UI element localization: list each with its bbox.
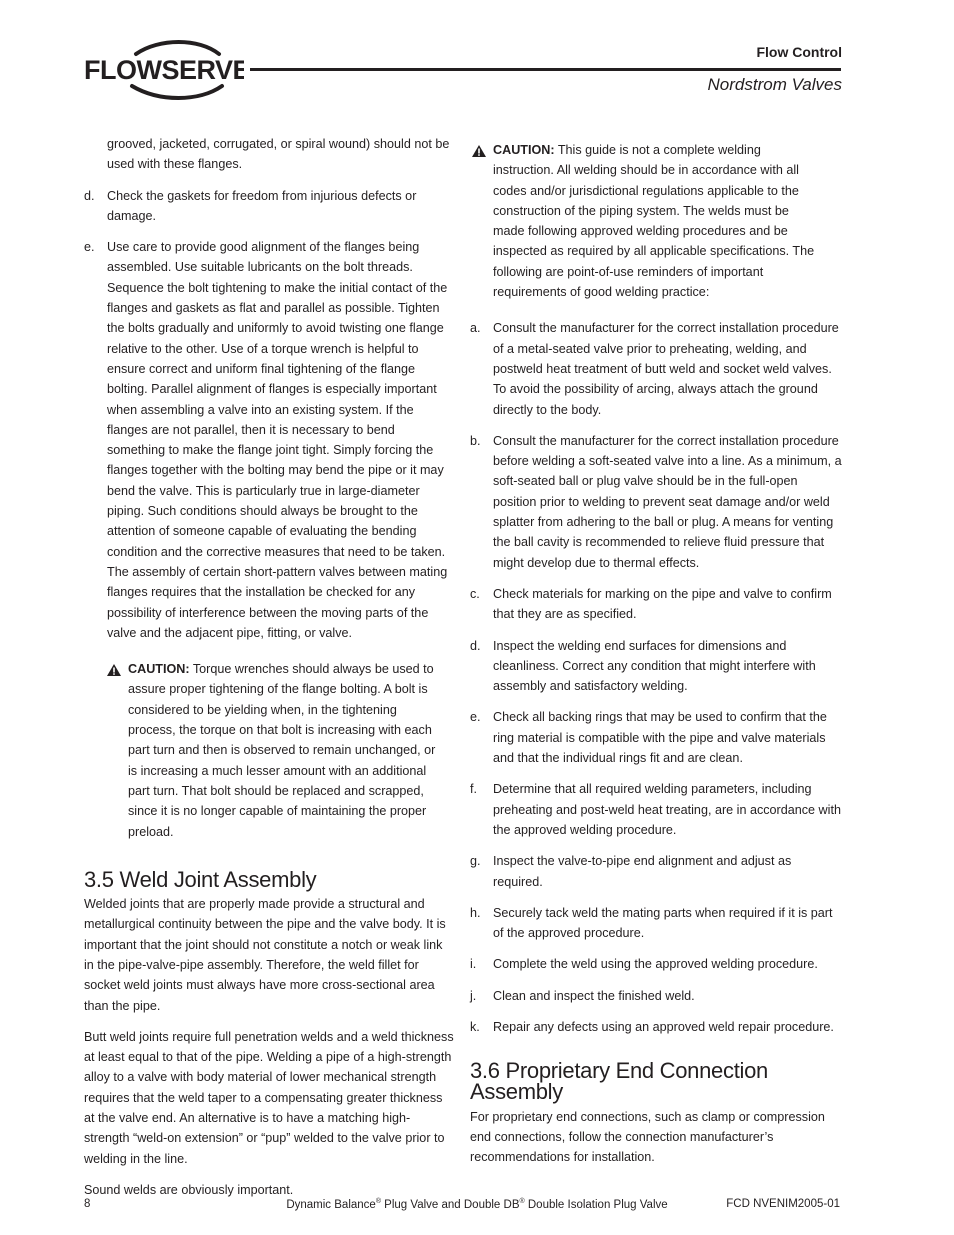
list-text: Check the gaskets for freedom from injurious defects or damage. xyxy=(107,188,417,223)
header-rule xyxy=(250,68,841,71)
page-number: 8 xyxy=(84,1198,91,1210)
list-item xyxy=(470,851,842,892)
doc-code: FCD NVENIM2005-01 xyxy=(726,1198,840,1210)
list-text: Inspect the valve-to-pipe end alignment and adjust as required. xyxy=(493,854,792,889)
list-item xyxy=(470,903,842,944)
paragraph: For proprietary end connections, such as clamp or compression end connections, follow the connection manufacturer’s recommendations for installation. xyxy=(470,1109,825,1165)
paragraph: Welded joints that are properly made provide a structural and metallurgical continuity between the pipe and the valve body. It is important that the joint should not constitute a notch or weak link in the pipe-valve-pipe assembly. Therefore, the weld fillet for socket weld joints must always have more cross-sectional area than the pipe. xyxy=(84,897,446,1013)
caution-label: CAUTION: xyxy=(128,662,190,677)
list-item xyxy=(470,431,842,573)
list-text: Inspect the welding end surfaces for dimensions and cleanliness. Correct any condition that might interfere with assembly and satisfactory welding. xyxy=(493,638,816,694)
list-label: j. xyxy=(470,988,477,1003)
list-text: Check all backing rings that may be used to confirm that the ring material is compatible with the pipe and valve materials and that the individual rings fit and are clean. xyxy=(493,710,827,766)
list-item xyxy=(84,186,454,227)
list-item xyxy=(470,707,842,768)
footer-title: Dynamic Balance® Plug Valve and Double DB® Double Isolation Plug Valve xyxy=(286,1198,668,1211)
list-label: e. xyxy=(470,710,481,725)
warning-icon xyxy=(107,662,121,682)
paragraph: Sound welds are obviously important. xyxy=(84,1182,294,1197)
list-text: Consult the manufacturer for the correct installation procedure of a metal-seated valve prior to preheating, welding, and postweld heat treatment of butt weld and socket weld valves. To avoid the possibility of arcing, always attach the ground directly to the body. xyxy=(493,321,839,417)
paragraph: Butt weld joints require full penetration welds and a weld thickness at least equal to that of the pipe. Welding a pipe of a high-strength alloy to a valve with body material of lower mechanical strength requires that the weld taper to a compensating greater thickness at the valve end. An alternative is to have a matching high-strength “weld-on extension” or “pup” welded to the valve prior to welding in the line. xyxy=(84,1029,454,1166)
caution-text: Torque wrenches should always be used to assure proper tightening of the flange bolting. A bolt is considered to be yielding when, in the tightening process, the torque on that bolt is increasing with each part turn and then is observed to remain unchanged, or is increasing a much lesser amount with an additional part turn. That bolt should be replaced and scrapped, since it is no longer capable of maintaining the proper preload. xyxy=(128,662,436,839)
list-label: h. xyxy=(470,905,481,920)
list-text: Use care to provide good alignment of the flanges being assembled. Use suitable lubricants on the bolt threads. Sequence the bolt tightening to make the initial contact of the flanges and gaskets as flat and parallel as possible. Tighten the bolts gradually and uniformly to avoid twisting one flange relative to the other. Use of a torque wrench is helpful to ensure correct and uniform final tightening of the flange bolting. Parallel alignment of flanges is especially important when assembling a valve into an existing system. If the flanges are not parallel, then it is necessary to bend something to make the flange joint tight. Simply forcing the flanges together with the bolting may bend the pipe or it may bend the valve. This is particularly true in large-diameter piping. Such conditions should always be brought to the attention of someone capable of evaluating the bending condition and the corrective measures that need to be taken. The assembly of certain short-pattern valves between mating flanges requires that the installation be checked for any possibility of interference between the moving parts of the valve and the adjacent pipe, fitting, or valve. xyxy=(107,240,448,640)
header-subtitle: Nordstrom Valves xyxy=(707,75,842,94)
caution-label: CAUTION: xyxy=(493,143,555,157)
list-text: Repair any defects using an approved weld repair procedure. xyxy=(493,1019,834,1034)
continued-text: grooved, jacketed, corrugated, or spiral wound) should not be used with these flanges. xyxy=(107,137,450,172)
list-item xyxy=(84,237,454,643)
list-item xyxy=(470,1017,842,1037)
list-text: Clean and inspect the finished weld. xyxy=(493,988,695,1003)
list-text: Securely tack weld the mating parts when required if it is part of the approved procedure. xyxy=(493,905,833,941)
logo-wordmark: FLOWSERVE xyxy=(84,55,244,85)
flowserve-logo xyxy=(84,40,244,102)
section-heading-3-6: 3.6 Proprietary End Connection Assembly xyxy=(470,1058,768,1104)
list-item xyxy=(470,636,842,697)
list-label: e. xyxy=(84,240,95,255)
list-label: g. xyxy=(470,854,481,869)
list-label: k. xyxy=(470,1019,480,1034)
caution-block xyxy=(470,140,823,302)
caution-block xyxy=(105,659,438,842)
list-label: d. xyxy=(84,188,95,203)
warning-icon xyxy=(472,143,486,163)
list-text: Check materials for marking on the pipe and valve to confirm that they are as specified. xyxy=(493,586,832,622)
list-label: f. xyxy=(470,782,477,797)
list-label: b. xyxy=(470,433,481,448)
list-text: Determine that all required welding parameters, including preheating and post-weld heat treating, are in accordance with the approved welding procedure. xyxy=(493,782,841,837)
list-item xyxy=(470,954,842,974)
caution-text: This guide is not a complete welding instruction. All welding should be in accordance with all codes and/or jurisdictional regulations applicable to the construction of the piping system. The welds must be made following approved welding procedures and be inspected as required by all applicable specifications. The following are point-of-use reminders of important requirements of good welding practice: xyxy=(493,143,815,300)
left-column xyxy=(84,134,454,1200)
list-label: a. xyxy=(470,321,481,336)
list-item xyxy=(470,779,842,840)
flowserve-logo-graphic xyxy=(84,40,244,102)
header-section-title: Flow Control xyxy=(756,44,842,60)
list-label: d. xyxy=(470,638,481,653)
list-label: i. xyxy=(470,957,477,972)
list-item xyxy=(470,584,842,625)
list-text: Complete the weld using the approved welding procedure. xyxy=(493,957,818,972)
right-column xyxy=(470,140,842,1168)
list-label: c. xyxy=(470,586,480,601)
list-item xyxy=(470,986,842,1006)
section-heading-3-5: 3.5 Weld Joint Assembly xyxy=(84,866,317,892)
list-item xyxy=(470,318,842,419)
list-text: Consult the manufacturer for the correct installation procedure before welding a soft-seated valve into a line. As a minimum, a soft-seated ball or plug valve should be in the full-open position prior to welding to prevent seat damage and/or weld splatter from adhering to the ball or plug. A means for venting the ball cavity is recommended to relieve fluid pressure that might develop due to thermal effects. xyxy=(493,433,842,570)
